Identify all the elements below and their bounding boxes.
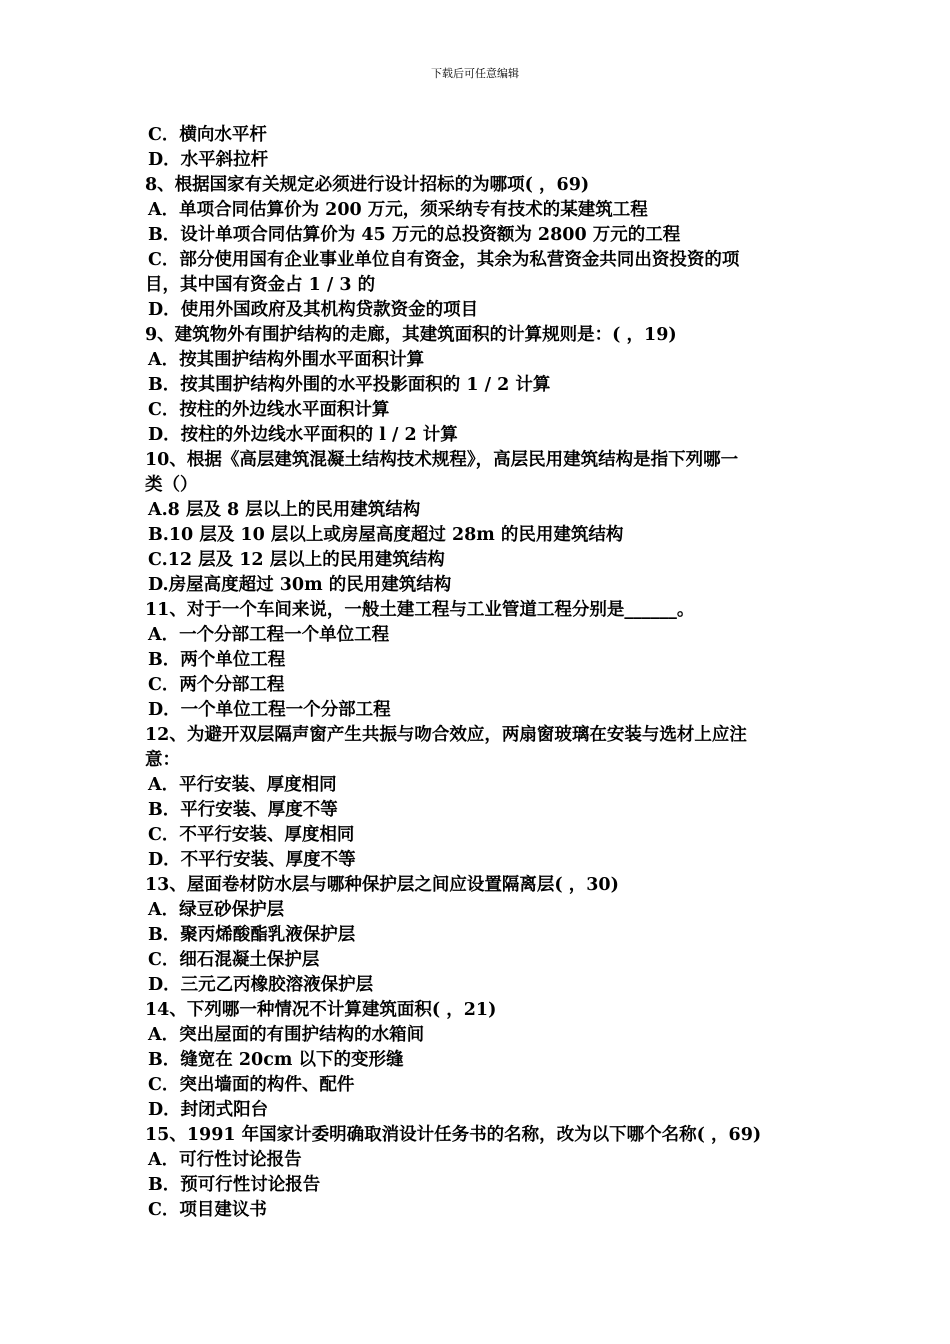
question-text: 8、根据国家有关规定必须进行设计招标的为哪项( ，69) bbox=[145, 175, 590, 195]
answer-option: D．水平斜拉杆 bbox=[148, 150, 269, 170]
answer-option: C．两个分部工程 bbox=[148, 675, 285, 695]
answer-option: B．预可行性讨论报告 bbox=[148, 1175, 321, 1195]
answer-option: C．不平行安装、厚度相同 bbox=[148, 825, 355, 845]
question-text: 15、1991 年国家计委明确取消设计任务书的名称，改为以下哪个名称( ，69) bbox=[145, 1125, 762, 1145]
question-text: 14、下列哪一种情况不计算建筑面积( ，21) bbox=[145, 1000, 497, 1020]
answer-option: C．部分使用国有企业事业单位自有资金，其余为私营资金共同出资投资的项 bbox=[148, 250, 740, 270]
answer-option: C．横向水平杆 bbox=[148, 125, 267, 145]
answer-option: A．一个分部工程一个单位工程 bbox=[148, 625, 390, 645]
answer-option: B．缝宽在 20cm 以下的变形缝 bbox=[148, 1050, 404, 1070]
answer-option: B．设计单项合同估算价为 45 万元的总投资额为 2800 万元的工程 bbox=[148, 225, 681, 245]
question-text: 意： bbox=[145, 750, 180, 770]
answer-option: A．突出屋面的有围护结构的水箱间 bbox=[148, 1025, 425, 1045]
answer-option: B．平行安装、厚度不等 bbox=[148, 800, 338, 820]
answer-option: D.房屋高度超过 30m 的民用建筑结构 bbox=[148, 575, 452, 595]
question-text: 10、根据《高层建筑混凝土结构技术规程》，高层民用建筑结构是指下列哪一 bbox=[145, 450, 739, 470]
answer-option: A．平行安装、厚度相同 bbox=[148, 775, 337, 795]
answer-option: B．聚丙烯酸酯乳液保护层 bbox=[148, 925, 356, 945]
answer-option: A．可行性讨论报告 bbox=[148, 1150, 302, 1170]
header-note: 下载后可任意编辑 bbox=[431, 67, 519, 80]
answer-option: C．项目建议书 bbox=[148, 1200, 267, 1220]
answer-option: B．按其围护结构外围的水平投影面积的 1 / 2 计算 bbox=[148, 375, 551, 395]
answer-option: D．封闭式阳台 bbox=[148, 1100, 269, 1120]
answer-option: D．按柱的外边线水平面积的 l / 2 计算 bbox=[148, 425, 458, 445]
answer-option: C．突出墙面的构件、配件 bbox=[148, 1075, 355, 1095]
answer-option: A．单项合同估算价为 200 万元，须采纳专有技术的某建筑工程 bbox=[148, 200, 648, 220]
answer-option: C．细石混凝土保护层 bbox=[148, 950, 320, 970]
answer-option: D．不平行安装、厚度不等 bbox=[148, 850, 356, 870]
question-text: 类（） bbox=[145, 475, 198, 495]
answer-option: B.10 层及 10 层以上或房屋高度超过 28m 的民用建筑结构 bbox=[148, 525, 624, 545]
answer-option: B．两个单位工程 bbox=[148, 650, 286, 670]
question-text: 目，其中国有资金占 1 / 3 的 bbox=[145, 275, 376, 295]
answer-option: D．三元乙丙橡胶溶液保护层 bbox=[148, 975, 374, 995]
question-text: 13、屋面卷材防水层与哪种保护层之间应设置隔离层( ，30) bbox=[145, 875, 619, 895]
answer-option: A．按其围护结构外围水平面积计算 bbox=[148, 350, 425, 370]
answer-option: D．使用外国政府及其机构贷款资金的项目 bbox=[148, 300, 479, 320]
question-text: 9、建筑物外有围护结构的走廊，其建筑面积的计算规则是：( ，19) bbox=[145, 325, 677, 345]
exam-content bbox=[145, 123, 810, 1223]
answer-option: A.8 层及 8 层以上的民用建筑结构 bbox=[148, 500, 421, 520]
question-text: 11、对于一个车间来说，一般土建工程与工业管道工程分别是______。 bbox=[145, 600, 695, 620]
answer-option: C.12 层及 12 层以上的民用建筑结构 bbox=[148, 550, 445, 570]
question-text: 12、为避开双层隔声窗产生共振与吻合效应，两扇窗玻璃在安装与选材上应注 bbox=[145, 725, 747, 745]
answer-option: D．一个单位工程一个分部工程 bbox=[148, 700, 391, 720]
answer-option: A．绿豆砂保护层 bbox=[148, 900, 285, 920]
answer-option: C．按柱的外边线水平面积计算 bbox=[148, 400, 390, 420]
